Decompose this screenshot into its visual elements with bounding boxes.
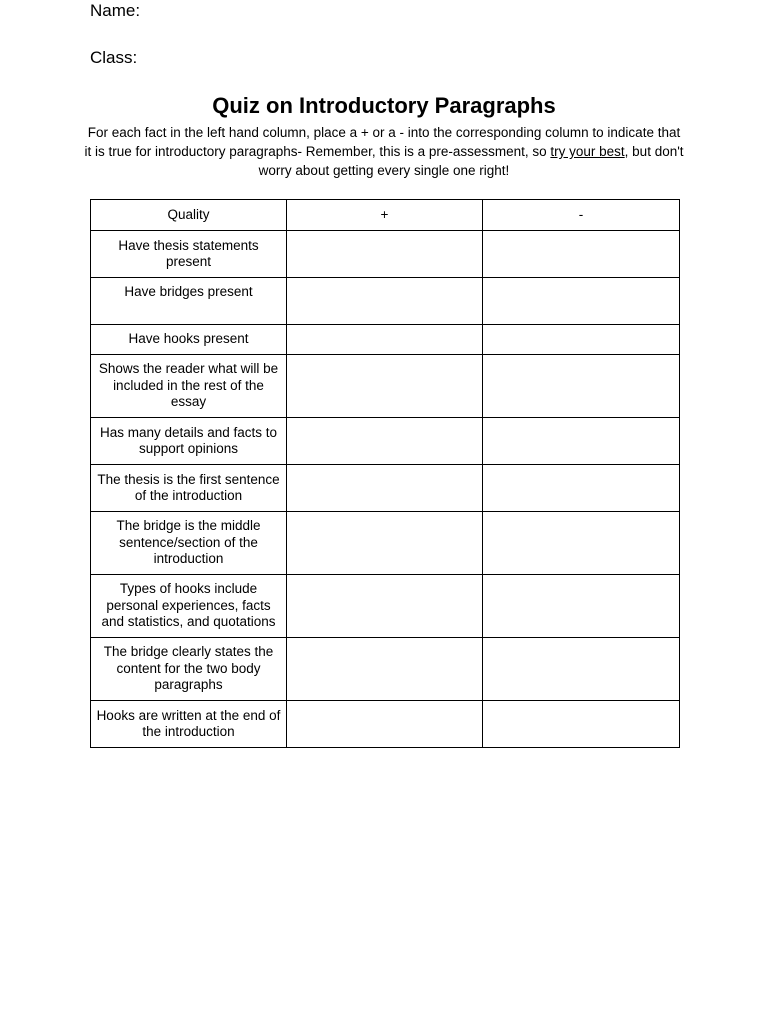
- quality-cell: Types of hooks include personal experiences, facts and statistics, and quotations: [91, 575, 287, 638]
- quality-cell: Have hooks present: [91, 325, 287, 355]
- quality-cell: Have bridges present: [91, 278, 287, 325]
- quality-cell: Shows the reader what will be included in the rest of the essay: [91, 355, 287, 418]
- instructions: [84, 123, 684, 180]
- plus-answer-cell[interactable]: [287, 512, 483, 575]
- table-row: [91, 231, 680, 278]
- header-plus: +: [287, 200, 483, 231]
- name-label: Name:: [90, 1, 141, 20]
- table-row: [91, 638, 680, 701]
- class-label: Class:: [90, 48, 138, 67]
- table-row: [91, 278, 680, 325]
- instructions-emphasis: try your best: [550, 144, 625, 159]
- quality-cell: The bridge is the middle sentence/section of the introduction: [91, 512, 287, 575]
- minus-answer-cell[interactable]: [483, 512, 680, 575]
- minus-answer-cell[interactable]: [483, 231, 680, 278]
- plus-answer-cell[interactable]: [287, 231, 483, 278]
- plus-answer-cell[interactable]: [287, 638, 483, 701]
- header-quality: Quality: [91, 200, 287, 231]
- table-row: [91, 325, 680, 355]
- minus-answer-cell[interactable]: [483, 355, 680, 418]
- table-row: [91, 575, 680, 638]
- quality-cell: The bridge clearly states the content for the two body paragraphs: [91, 638, 287, 701]
- quiz-table: [90, 199, 680, 748]
- instructions-text: For each fact in the left hand column, place a + or a - into the corresponding column to indicate that it is true for introductory paragraphs- Remember, this is a pre-assessment, so: [84, 125, 681, 159]
- quality-cell: Have thesis statements present: [91, 231, 287, 278]
- quality-cell: The thesis is the first sentence of the introduction: [91, 465, 287, 512]
- plus-answer-cell[interactable]: [287, 418, 483, 465]
- header-minus: -: [483, 200, 680, 231]
- minus-answer-cell[interactable]: [483, 465, 680, 512]
- table-row: [91, 701, 680, 748]
- table-row: [91, 418, 680, 465]
- table-header-row: [91, 200, 680, 231]
- quality-cell: Has many details and facts to support opinions: [91, 418, 287, 465]
- plus-answer-cell[interactable]: [287, 465, 483, 512]
- minus-answer-cell[interactable]: [483, 701, 680, 748]
- plus-answer-cell[interactable]: [287, 575, 483, 638]
- table-row: [91, 512, 680, 575]
- minus-answer-cell[interactable]: [483, 418, 680, 465]
- minus-answer-cell[interactable]: [483, 638, 680, 701]
- plus-answer-cell[interactable]: [287, 701, 483, 748]
- minus-answer-cell[interactable]: [483, 278, 680, 325]
- table-row: [91, 465, 680, 512]
- minus-answer-cell[interactable]: [483, 325, 680, 355]
- instructions-text-end: , but don't worry about getting every single one right!: [258, 144, 684, 178]
- quality-cell: Hooks are written at the end of the introduction: [91, 701, 287, 748]
- minus-answer-cell[interactable]: [483, 575, 680, 638]
- plus-answer-cell[interactable]: [287, 325, 483, 355]
- plus-answer-cell[interactable]: [287, 355, 483, 418]
- table-row: [91, 355, 680, 418]
- page-title: Quiz on Introductory Paragraphs: [212, 93, 556, 118]
- plus-answer-cell[interactable]: [287, 278, 483, 325]
